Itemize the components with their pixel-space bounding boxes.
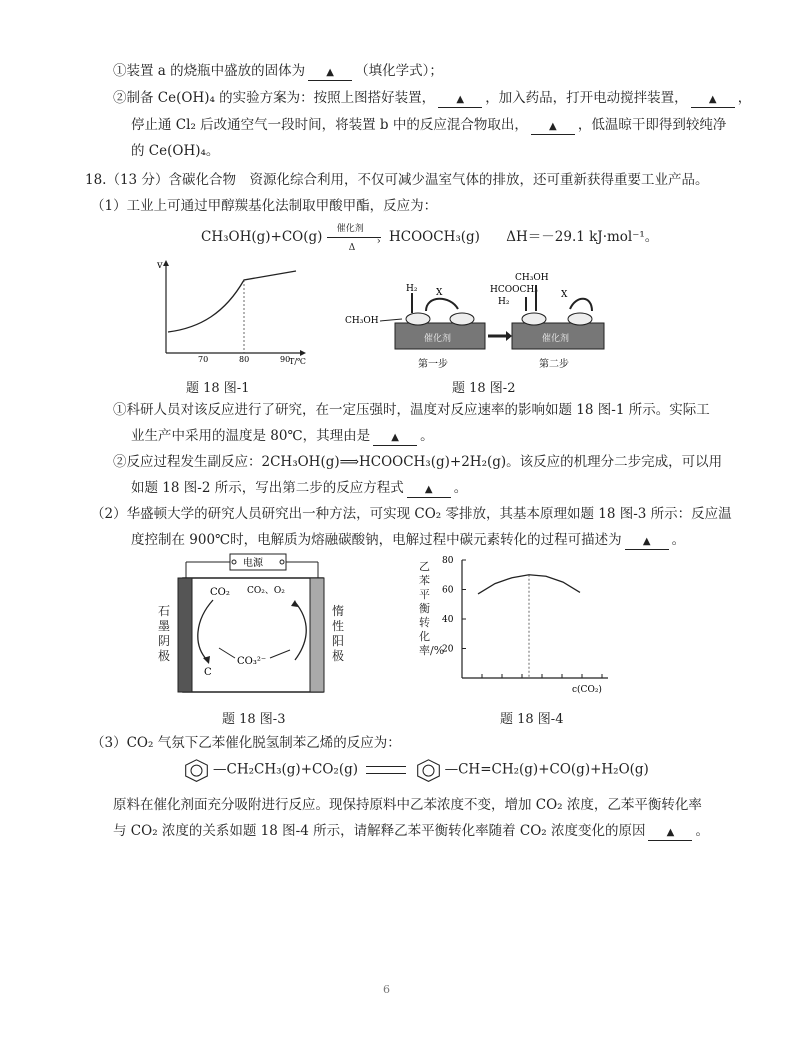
adsorbed-molecule [522,313,546,325]
page-number: 6 [383,983,390,996]
h2-label: H₂ [498,297,510,307]
answer-blank[interactable]: ▲ [531,120,575,135]
x-label: T/℃ [289,357,306,366]
answer-blank[interactable]: ▲ [373,431,417,446]
q18-3-intro: （3）CO₂ 气氛下乙苯催化脱氢制苯乙烯的反应为： [91,735,401,751]
arrow [219,648,235,658]
arrow-curve [570,299,592,311]
answer-blank[interactable]: ▲ [308,66,352,81]
hcooch3-label: HCOOCH₃ [490,285,538,295]
catalyst-label: 催化剂 [424,334,452,344]
adsorbed-molecule [568,313,592,325]
tick-label: 80 [239,355,250,364]
q17-part2-line2: 停止通 Cl₂ 后改通空气一段时间，将装置 b 中的反应混合物取出， ▲ ，低温晾干即得到较纯净 [131,117,727,133]
x-label: X [436,288,443,298]
arrow-curve [426,299,458,311]
q17-part2-line1: ②制备 Ce(OH)₄ 的实验方案为：按照上图搭好装置， ▲ ，加入药品，打开电动搅拌装置， ▲ ， [113,90,752,106]
answer-blank[interactable]: ▲ [648,826,692,841]
fig2-caption: 题 18 图-2 [452,381,516,396]
arrow-curve [198,600,213,660]
q18-1-1-line1: ①科研人员对该反应进行了研究，在一定压强时，温度对反应速率的影响如题 18 图-1 所示。实际工 [113,402,710,418]
catalyst-label: 催化剂 [542,334,570,344]
arrow [380,319,402,321]
q18-3-line2: 与 CO₂ 浓度的关系如题 18 图-4 所示，请解释乙苯平衡转化率随着 CO₂ 浓度变化的原因 ▲ 。 [113,823,709,839]
equation-1: CH₃OH(g)+CO(g) 催化剂 › Δ HCOOCH₃(g) ΔH＝－29.1 kJ·mol⁻¹。 [201,223,659,253]
y-axis-arrow [163,260,169,266]
inert-anode [310,578,324,692]
x-label: X [561,290,568,300]
equilibrium-sign [366,766,406,774]
co2-o2-label: CO₂、O₂ [247,586,285,596]
co2-label: CO₂ [210,587,230,598]
fig3-caption: 题 18 图-3 [222,712,286,727]
y-label: v [157,260,163,271]
ch3oh-label: CH₃OH [345,316,379,326]
reaction-arrow: 催化剂 › Δ [327,229,385,247]
y-tick-label: 40 [442,615,454,625]
adsorbed-molecule [450,313,474,325]
ch3oh-label: CH₃OH [515,273,549,283]
cathode-label: 石墨阴极 [158,604,171,663]
x-label: c(CO₂) [572,685,602,695]
x-axis-arrow [300,350,306,356]
tick-label: 90 [280,355,291,364]
rate-curve [168,271,296,332]
answer-blank[interactable]: ▲ [625,535,669,550]
graphite-cathode [178,578,192,692]
c-label: C [204,667,212,678]
equation-3: —CH₂CH₃(g)+CO₂(g) —CH=CH₂(g)+CO(g)+H₂O(g) [183,758,649,782]
power-label: 电源 [243,558,263,569]
h2-label: H₂ [406,284,418,294]
q17-part1: ①装置 a 的烧瓶中盛放的固体为 ▲ （填化学式）； [113,63,443,79]
adsorbed-molecule [406,313,430,325]
fig4-ylabel: 乙苯平衡转化率/% [419,560,445,657]
answer-blank[interactable]: ▲ [438,93,482,108]
figure-18-4 [430,552,620,697]
step2-label: 第二步 [539,359,569,370]
q18-1-2-line2: 如题 18 图-2 所示，写出第二步的反应方程式 ▲ 。 [131,480,468,496]
q17-part2-line3: 的 Ce(OH)₄。 [131,143,220,159]
fig1-caption: 题 18 图-1 [186,381,250,396]
tick-label: 70 [198,355,209,364]
figure-18-1 [150,258,310,368]
benzene-ring-icon [415,758,445,782]
anode-label: 惰性阳极 [332,604,345,663]
arrow-curve [295,602,306,660]
y-tick-label: 20 [442,644,454,655]
y-tick-label: 60 [442,585,454,596]
fig4-caption: 题 18 图-4 [500,712,564,727]
answer-blank[interactable]: ▲ [691,93,735,108]
q18-header: 18.（13 分）含碳化合物 资源化综合利用，不仅可减少温室气体的排放，还可重新获得重要工业产品。 [85,172,709,188]
step1-label: 第一步 [418,359,448,370]
answer-blank[interactable]: ▲ [407,483,451,498]
y-tick-label: 80 [442,556,454,566]
benzene-ring-icon [183,758,213,782]
q18-1-2-line1: ②反应过程发生副反应：2CH₃OH(g)⟹HCOOCH₃(g)+2H₂(g)。该反应的机理分二步完成，可以用 [113,454,723,470]
q18-2-line1: （2）华盛顿大学的研究人员研究出一种方法，可实现 CO₂ 零排放，其基本原理如题 18 图-3 所示：反应温 [91,506,732,522]
q18-3-line1: 原料在催化剂面充分吸附进行反应。现保持原料中乙苯浓度不变，增加 CO₂ 浓度，乙苯平衡转化率 [113,797,702,813]
arrow [270,650,290,658]
q18-1-1-line2: 业生产中采用的温度是 80℃，其理由是 ▲ 。 [131,428,434,444]
co3-label: CO₃²⁻ [237,656,267,667]
q18-part1-intro: （1）工业上可通过甲醇羰基化法制取甲酸甲酯，反应为： [91,198,438,214]
q18-2-line2: 度控制在 900℃时，电解质为熔融碳酸钠，电解过程中碳元素转化的过程可描述为 ▲ 。 [131,532,686,548]
figure-18-2 [340,265,640,375]
